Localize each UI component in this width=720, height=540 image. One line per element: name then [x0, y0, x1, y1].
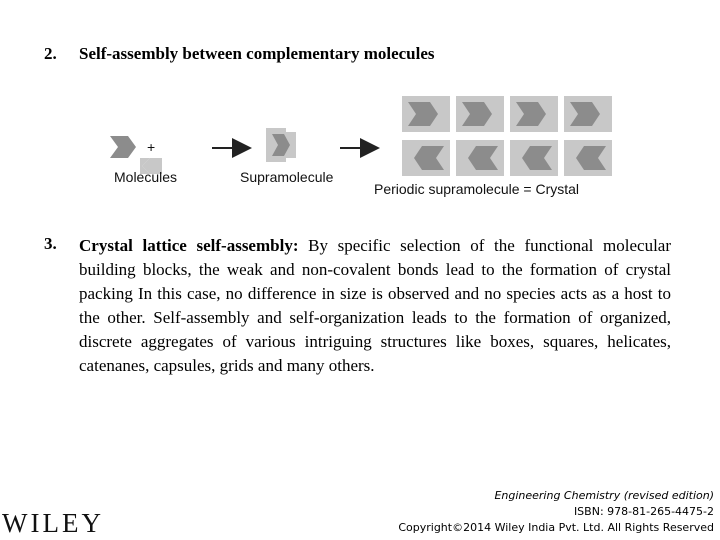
crystal-lattice-icon — [402, 96, 612, 176]
footer-isbn: ISBN: 978-81-265-4475-2 — [573, 505, 714, 518]
plus-sign: + — [147, 139, 156, 155]
item-lead: Crystal lattice self-assembly: — [79, 236, 299, 255]
supramolecule-icon — [266, 128, 296, 162]
label-periodic-supramolecule: Periodic supramolecule = Crystal — [374, 181, 580, 197]
item-number: 2. — [44, 44, 57, 63]
item-body: By specific selection of the functional molecular building blocks, the weak and non-covalent bonds lead to the formation of crystal packing In this case, no difference in size is observed and no species acts as a host to the other. Self-assembly and self-organization leads to the formation of organized, discrete aggregates of various intriguing structures like boxes, squares, helicates, catenanes, capsules, grids and many others. — [79, 236, 672, 375]
label-supramolecule: Supramolecule — [240, 169, 334, 185]
item-paragraph — [79, 234, 671, 378]
item-title: Self-assembly between complementary molecules — [79, 44, 435, 63]
label-molecules: Molecules — [114, 169, 178, 185]
footer-citation — [398, 488, 714, 536]
footer-book-title: Engineering Chemistry (revised edition) — [494, 489, 714, 502]
item-number: 3. — [44, 234, 57, 253]
wiley-logo: WILEY — [2, 508, 104, 538]
molecule-arrow-icon — [110, 136, 136, 158]
self-assembly-diagram — [0, 0, 720, 220]
footer-copyright: Copyright©2014 Wiley India Pvt. Ltd. All Rights Reserved — [398, 521, 714, 534]
